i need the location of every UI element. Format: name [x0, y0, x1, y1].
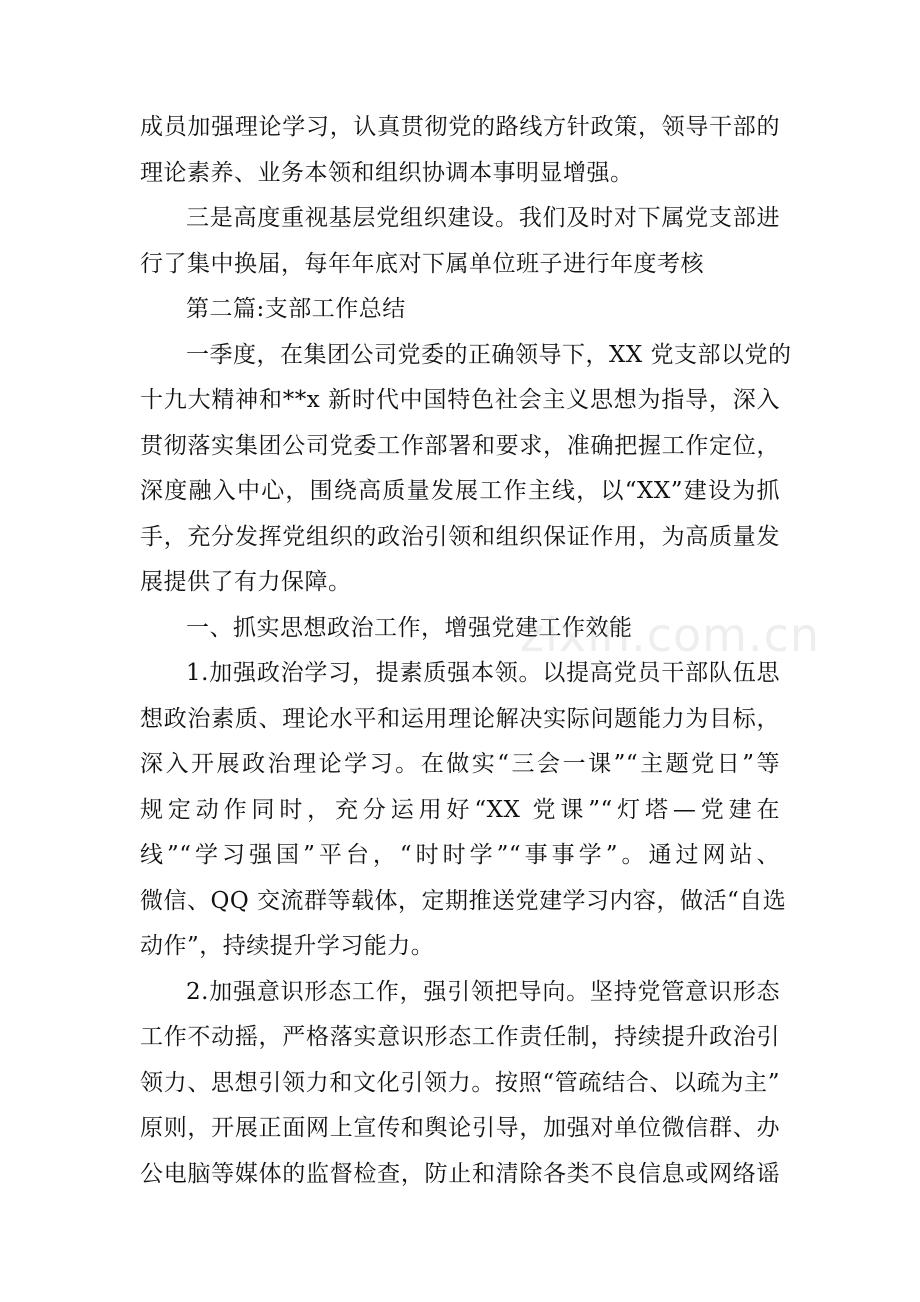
subsection-heading: 一、抓实思想政治工作，增强党建工作效能 — [186, 615, 633, 641]
body-text-line: 三是高度重视基层党组织建设。我们及时对下属党支部进 — [186, 205, 780, 231]
body-text-line: 行了集中换届，每年年底对下属单位班子进行年度考核 — [140, 251, 704, 277]
body-text-line: 公电脑等媒体的监督检查，防止和清除各类不良信息或网络谣 — [140, 1161, 780, 1187]
body-text-line: 原则，开展正面网上宣传和舆论引导，加强对单位微信群、办 — [140, 1115, 780, 1141]
body-text-line: 想政治素质、理论水平和运用理论解决实际问题能力为目标， — [140, 706, 780, 732]
body-text-line: 展提供了有力保障。 — [140, 569, 352, 595]
body-text-line: 线”“学习强国”平台，“时时学”“事事学”。通过网站、 — [140, 842, 780, 868]
body-text-line: 2.加强意识形态工作，强引领把导向。坚持党管意识形态 — [186, 979, 780, 1005]
watermark: zixin.com.cn — [520, 608, 821, 662]
body-text-line: 动作”，持续提升学习能力。 — [140, 933, 435, 959]
body-text-line: 微信、QQ 交流群等载体，定期推送党建学习内容，做活“自选 — [140, 888, 787, 914]
body-text-line: 深入开展政治理论学习。在做实“三会一课”“主题党日”等 — [140, 751, 780, 777]
body-text-line: 领力、思想引领力和文化引领力。按照“管疏结合、以疏为主” — [140, 1070, 780, 1096]
body-text-line: 1.加强政治学习，提素质强本领。以提高党员干部队伍思 — [186, 660, 780, 686]
section-heading: 第二篇:支部工作总结 — [186, 296, 406, 322]
body-text-line: 一季度，在集团公司党委的正确领导下，XX 党支部以党的 — [186, 342, 792, 368]
body-text-line: 规定动作同时，充分运用好“XX 党课”“灯塔—党建在 — [140, 797, 780, 823]
body-text-line: 手，充分发挥党组织的政治引领和组织保证作用，为高质量发 — [140, 524, 780, 550]
body-text-line: 贯彻落实集团公司党委工作部署和要求，准确把握工作定位， — [140, 433, 780, 459]
body-text-line: 理论素养、业务本领和组织协调本事明显增强。 — [140, 160, 634, 186]
body-text-line: 成员加强理论学习，认真贯彻党的路线方针政策，领导干部的 — [140, 114, 780, 140]
body-text-line: 深度融入中心，围绕高质量发展工作主线，以“XX”建设为抓 — [140, 478, 780, 504]
body-text-line: 工作不动摇，严格落实意识形态工作责任制，持续提升政治引 — [140, 1024, 780, 1050]
body-text-line: 十九大精神和**x 新时代中国特色社会主义思想为指导，深入 — [140, 387, 780, 413]
